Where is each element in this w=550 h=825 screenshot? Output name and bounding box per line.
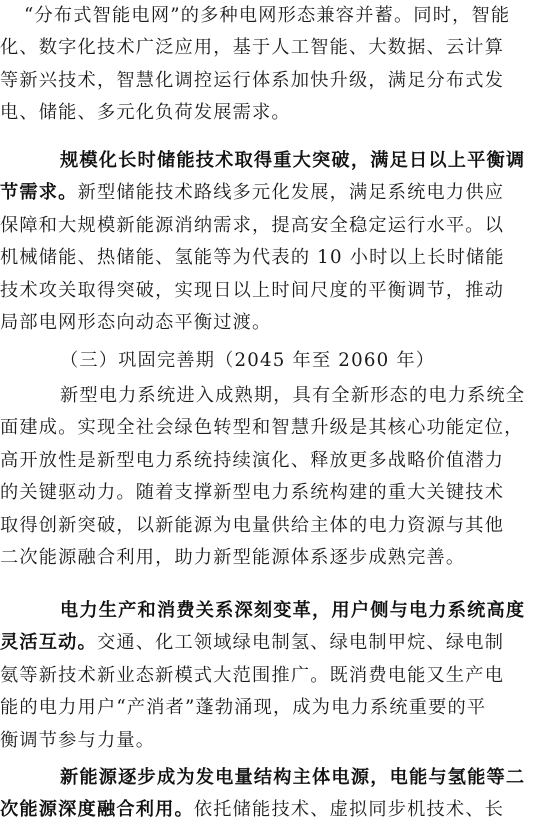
body-text: 二次能源融合利用，助力新型能源体系逐步成熟完善。 (0, 547, 466, 568)
body-text: 局部电网形态向动态平衡过渡。 (0, 312, 272, 333)
text-line (0, 32, 550, 64)
text-line (0, 477, 550, 509)
body-text: 电、储能、多元化负荷发展需求。 (0, 102, 291, 124)
text-line (0, 242, 550, 274)
body-text: “分布式智能电网”的多种电网形态兼容并蓄。同时，智能 (24, 5, 511, 26)
body-text: 交通、化工领域绿电制氢、绿电制甲烷、绿电制 (96, 632, 505, 654)
bold-lead-text: 新能源逐步成为发电量结构主体电源，电能与氢能等二 (60, 767, 526, 788)
body-text: （三）巩固完善期（2045 年至 2060 年） (60, 350, 436, 371)
body-text: 面建成。实现全社会绿色转型和智慧升级是其核心功能定位， (0, 417, 524, 439)
text-line (0, 510, 550, 542)
bold-lead-text: 次能源深度融合利用。 (0, 799, 194, 821)
body-text: 高开放性是新型电力系统持续演化、释放更多战略价值潜力 (0, 449, 505, 471)
text-line (0, 445, 550, 477)
bold-lead-text: 规模化长时储能技术取得重大突破，满足日以上平衡调 (60, 150, 526, 171)
text-line (0, 345, 550, 377)
body-text: 的关键驱动力。随着支撑新型电力系统构建的重大关键技术 (0, 482, 505, 504)
text-line (0, 412, 550, 444)
text-line (0, 660, 550, 692)
text-line (0, 725, 550, 757)
body-text: 新型电力系统进入成熟期，具有全新形态的电力系统全 (60, 385, 526, 406)
body-text: 氨等新技术新业态新模式大范围推广。既消费电能又生产电 (0, 664, 505, 686)
text-line (0, 627, 550, 659)
bold-lead-text: 电力生产和消费关系深刻变革，用户侧与电力系统高度 (60, 600, 526, 621)
text-line (0, 542, 550, 574)
bold-lead-text: 节需求。 (0, 182, 78, 204)
body-text: 保障和大规模新能源消纳需求，提高安全稳定运行水平。以 (0, 214, 505, 236)
body-text: 等新兴技术，智慧化调控运行体系加快升级，满足分布式发 (0, 69, 505, 91)
text-line (0, 307, 550, 339)
text-line (0, 692, 550, 724)
text-line (0, 595, 550, 627)
text-line (0, 177, 550, 209)
text-line (0, 145, 550, 177)
text-line (0, 380, 550, 412)
body-text: 取得创新突破，以新能源为电量供给主体的电力资源与其他 (0, 514, 505, 536)
body-text: 依托储能技术、虚拟同步机技术、长 (193, 799, 505, 821)
text-line (0, 762, 550, 794)
body-text: 衡调节参与力量。 (0, 729, 156, 751)
body-text: 能的电力用户“产消者”蓬勃涌现，成为电力系统重要的平 (0, 697, 487, 719)
text-line (0, 794, 550, 825)
text-line (0, 210, 550, 242)
body-text: 技术攻关取得突破，实现日以上时间尺度的平衡调节，推动 (0, 279, 505, 301)
text-line (0, 65, 550, 97)
body-text: 化、数字化技术广泛应用，基于人工智能、大数据、云计算 (0, 37, 505, 59)
text-line (0, 275, 550, 307)
body-text: 机械储能、热储能、氢能等为代表的 10 小时以上长时储能 (0, 247, 505, 269)
text-line (0, 97, 550, 129)
text-line (0, 0, 550, 32)
body-text: 新型储能技术路线多元化发展，满足系统电力供应 (77, 182, 505, 204)
bold-lead-text: 灵活互动。 (0, 632, 97, 654)
